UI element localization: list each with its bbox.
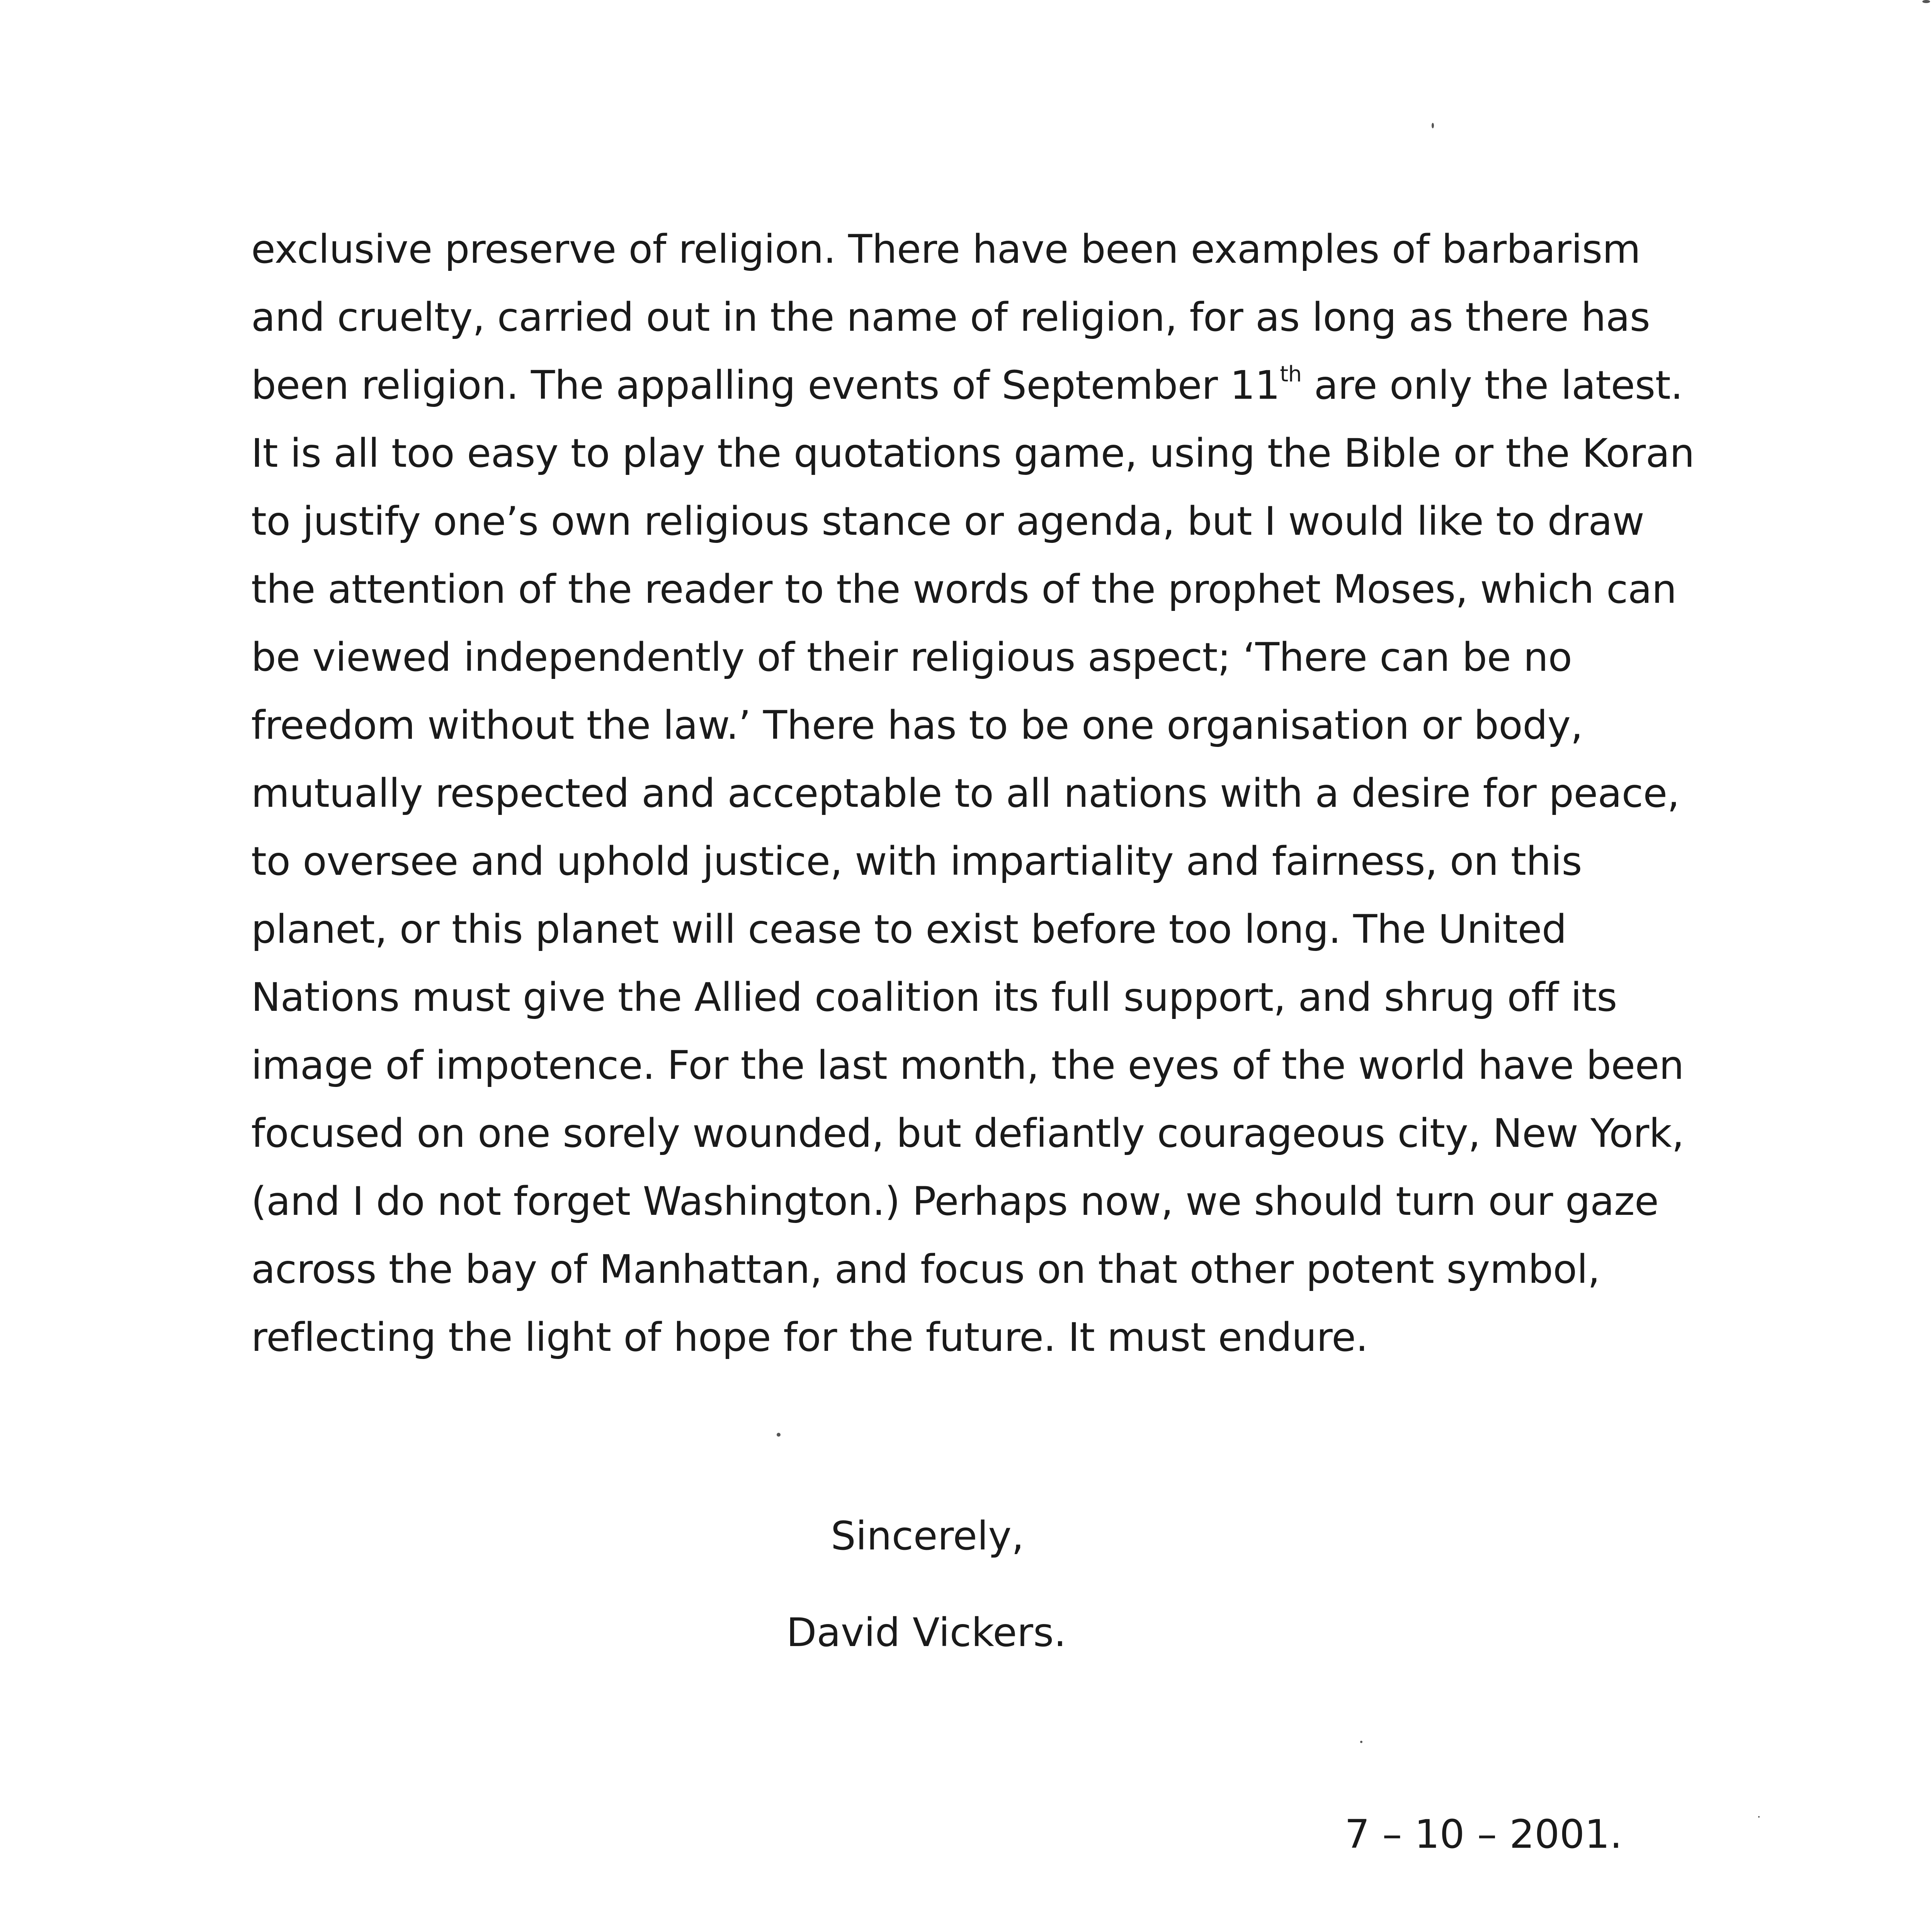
scan-speck bbox=[1758, 1816, 1760, 1818]
body-line-1: exclusive preserve of religion. There have been examples of barbarism bbox=[251, 226, 1641, 272]
body-line-5: to justify one’s own religious stance or agenda, but I would like to draw bbox=[251, 498, 1645, 544]
body-line-4: It is all too easy to play the quotations game, using the Bible or the Koran bbox=[251, 430, 1695, 476]
body-line-17: reflecting the light of hope for the future. It must endure. bbox=[251, 1315, 1368, 1361]
body-line-6: the attention of the reader to the words of the prophet Moses, which can bbox=[251, 566, 1677, 612]
ordinal-superscript: th bbox=[1280, 362, 1302, 387]
body-line-16: across the bay of Manhattan, and focus on that other potent symbol, bbox=[251, 1247, 1600, 1293]
letter-date: 7 – 10 – 2001. bbox=[1345, 1811, 1622, 1857]
body-line-2: and cruelty, carried out in the name of religion, for as long as there has bbox=[251, 294, 1650, 340]
body-line-3-text: been religion. The appalling events of September 11 bbox=[251, 362, 1280, 408]
body-line-12: Nations must give the Allied coalition its full support, and shrug off its bbox=[251, 975, 1617, 1020]
body-line-11: planet, or this planet will cease to exist before too long. The United bbox=[251, 906, 1567, 952]
scan-speck bbox=[1360, 1741, 1362, 1743]
body-line-10: to oversee and uphold justice, with impartiality and fairness, on this bbox=[251, 838, 1582, 884]
body-line-3 bbox=[251, 352, 1758, 420]
body-line-8: freedom without the law.’ There has to be one organisation or body, bbox=[251, 702, 1583, 748]
body-line-3-tail: are only the latest. bbox=[1301, 362, 1683, 408]
scan-speck bbox=[1922, 0, 1930, 3]
letter-body bbox=[251, 216, 1758, 1372]
scan-speck bbox=[1432, 123, 1434, 128]
letter-signature: David Vickers. bbox=[786, 1610, 1066, 1656]
scan-speck bbox=[777, 1433, 781, 1437]
body-line-15: (and I do not forget Washington.) Perhaps now, we should turn our gaze bbox=[251, 1179, 1659, 1225]
letter-closing: Sincerely, bbox=[831, 1513, 1024, 1559]
body-line-9: mutually respected and acceptable to all nations with a desire for peace, bbox=[251, 770, 1680, 816]
body-line-7: be viewed independently of their religious aspect; ‘There can be no bbox=[251, 634, 1572, 680]
body-line-13: image of impotence. For the last month, the eyes of the world have been bbox=[251, 1043, 1684, 1088]
body-line-14: focused on one sorely wounded, but defiantly courageous city, New York, bbox=[251, 1111, 1684, 1156]
